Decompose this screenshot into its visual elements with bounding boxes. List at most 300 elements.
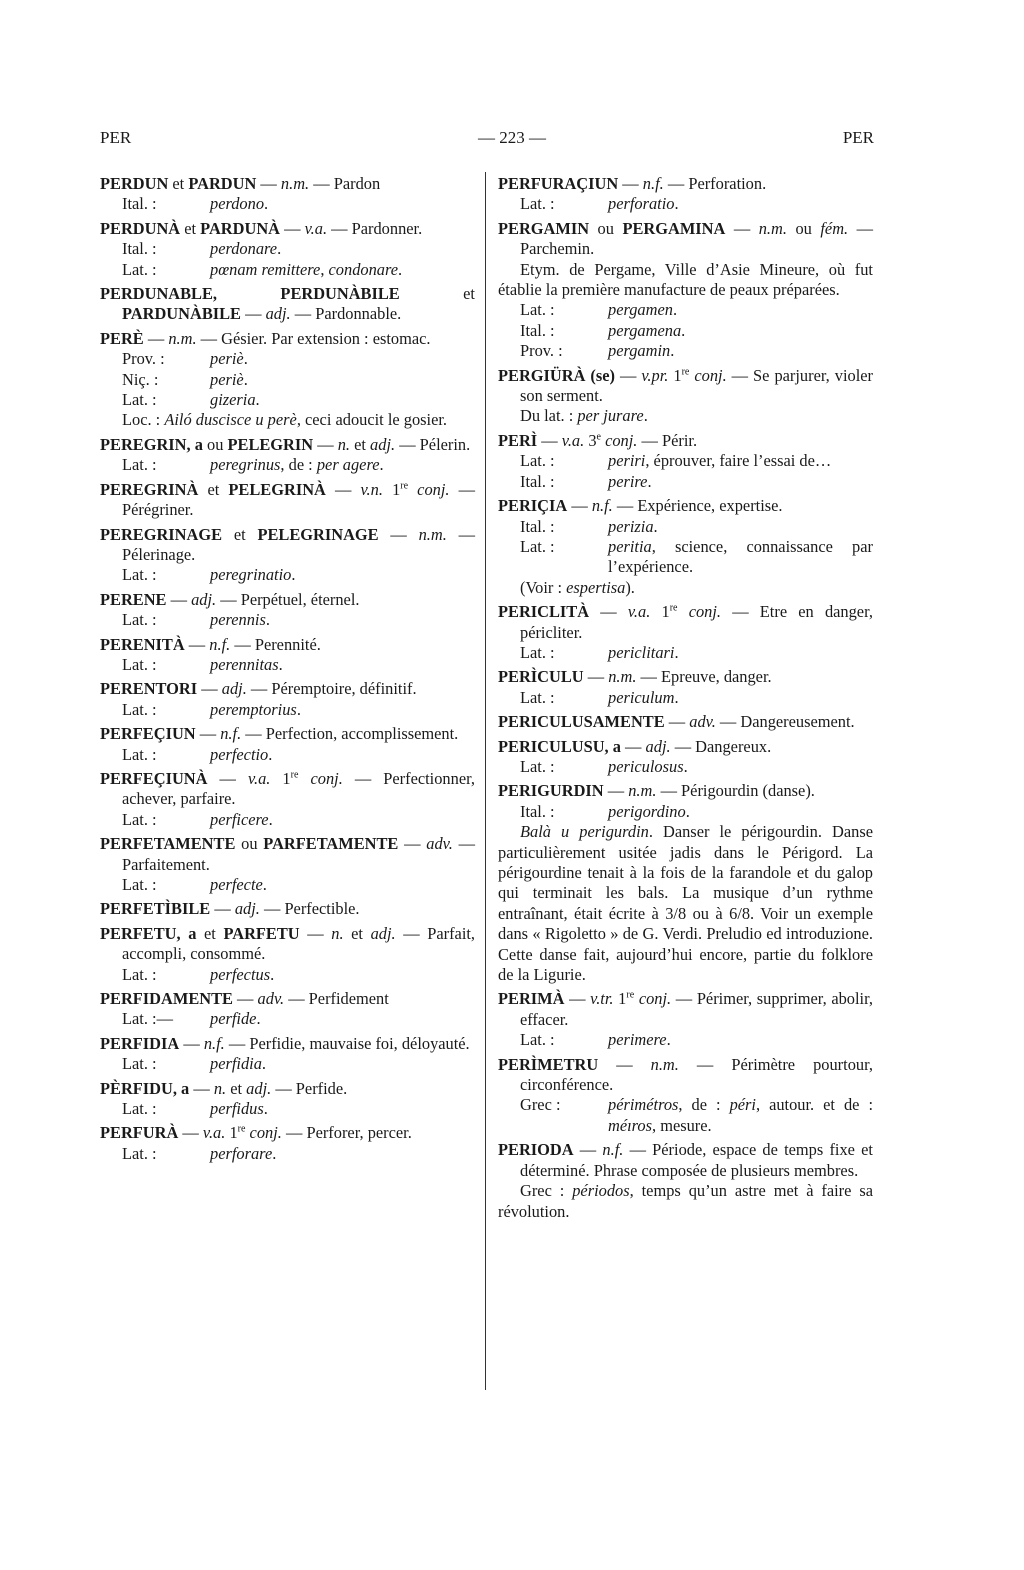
grammar-label: v.n. bbox=[360, 479, 383, 499]
dictionary-entry bbox=[498, 1055, 873, 1137]
superscript: re bbox=[626, 989, 635, 1001]
entry-head bbox=[100, 679, 475, 699]
headword: PERFEÇIUNÀ bbox=[100, 768, 208, 788]
text: 1 bbox=[613, 989, 627, 1009]
etymology-value bbox=[210, 194, 475, 214]
headword: PERIÇIA bbox=[498, 496, 568, 516]
text: — Pérégriner. bbox=[122, 479, 476, 520]
text: et bbox=[226, 1078, 247, 1098]
text: , science, connaissance par l’expérience. bbox=[608, 536, 873, 577]
dictionary-entry bbox=[498, 712, 873, 732]
text: — Pardon bbox=[309, 174, 381, 193]
dictionary-entry bbox=[100, 1034, 475, 1075]
grammar-label: n.m. bbox=[628, 781, 657, 801]
italic-term: per jurare bbox=[577, 406, 644, 426]
italic-term: peritia bbox=[608, 536, 652, 556]
italic-term: pergamin bbox=[608, 341, 671, 361]
text: ou bbox=[786, 218, 821, 238]
headword: PELEGRINÀ bbox=[228, 479, 326, 499]
grammar-label: adj. bbox=[645, 736, 671, 756]
text: . bbox=[647, 471, 652, 491]
italic-term: periculosus bbox=[608, 756, 684, 776]
text: — Perfectionner, achever, parfaire. bbox=[122, 768, 475, 809]
text: Etym. de Pergame, Ville d’Asie Mineure, où fut établie la première manufacture de peaux préparées. bbox=[498, 259, 873, 300]
entry-head bbox=[100, 1079, 475, 1099]
grammar-label: conj. bbox=[310, 768, 343, 788]
text: — bbox=[280, 218, 305, 238]
text: . bbox=[263, 1099, 268, 1119]
headword: PERENITÀ bbox=[100, 634, 185, 654]
headword: PERDUN bbox=[100, 174, 169, 193]
text: — Expérience, expertise. bbox=[612, 496, 783, 516]
entry-head bbox=[498, 1140, 873, 1181]
entry-head bbox=[100, 480, 475, 521]
dictionary-entry bbox=[100, 769, 475, 830]
dictionary-entry bbox=[100, 724, 475, 765]
text bbox=[408, 480, 417, 499]
headword: PÈRFIDU, a bbox=[100, 1078, 190, 1098]
text: 1 bbox=[650, 602, 670, 622]
language-label: Grec : bbox=[520, 1095, 561, 1115]
dictionary-entry bbox=[498, 431, 873, 492]
text: — Etre en danger, péricliter. bbox=[520, 602, 873, 642]
language-label: Prov. : bbox=[122, 349, 165, 369]
etymology-line bbox=[100, 1054, 475, 1074]
text: — bbox=[210, 899, 235, 919]
italic-term: perfectus bbox=[210, 964, 271, 984]
text: — bbox=[184, 634, 210, 654]
italic-term: perire bbox=[608, 471, 648, 491]
headword: PARFETAMENTE bbox=[263, 834, 399, 854]
right-column bbox=[498, 174, 873, 1226]
headword: PEREGRIN, a bbox=[100, 434, 203, 454]
text: . bbox=[653, 516, 658, 536]
language-label: Lat. : bbox=[122, 455, 157, 475]
grammar-label: n. bbox=[337, 434, 351, 454]
dictionary-entry bbox=[498, 989, 873, 1050]
dictionary-entry bbox=[498, 366, 873, 427]
text: — bbox=[197, 679, 222, 699]
etymology-line bbox=[498, 643, 873, 663]
etymology-line bbox=[100, 260, 475, 280]
grammar-label: conj. bbox=[417, 479, 450, 499]
headword: PERGIÜRÀ bbox=[498, 365, 586, 385]
etymology-line bbox=[100, 610, 475, 630]
grammar-label: n.f. bbox=[602, 1140, 624, 1160]
language-label: Ital. : bbox=[520, 801, 555, 821]
grammar-label: conj. bbox=[638, 989, 672, 1009]
text: 3 bbox=[584, 430, 597, 450]
text: — Epreuve, danger. bbox=[636, 667, 772, 687]
dictionary-entry bbox=[498, 1140, 873, 1222]
text: . bbox=[255, 390, 260, 410]
italic-term: periculum bbox=[608, 687, 675, 707]
text: , de : bbox=[280, 455, 317, 475]
grammar-label: n.m. bbox=[608, 667, 637, 687]
text: — bbox=[299, 923, 332, 943]
etymology-value bbox=[608, 300, 873, 320]
etymology-line bbox=[100, 194, 475, 214]
text: — bbox=[537, 430, 562, 450]
etymology-value bbox=[210, 370, 475, 390]
text: — Se parjurer, violer son serment. bbox=[520, 365, 873, 406]
headword: PERÌMETRU bbox=[498, 1054, 599, 1074]
language-label: Lat. : bbox=[122, 1099, 157, 1119]
text: . bbox=[278, 654, 283, 674]
entry-note bbox=[498, 1181, 873, 1222]
headword: PERICULUSU, a bbox=[498, 736, 621, 756]
text: et bbox=[180, 218, 201, 238]
grammar-label: v.a. bbox=[561, 430, 585, 450]
text: . bbox=[268, 744, 273, 764]
etymology-line bbox=[100, 1144, 475, 1164]
text: , de : bbox=[678, 1095, 730, 1115]
italic-term: espertisa bbox=[566, 577, 626, 597]
language-label: Lat. : bbox=[122, 610, 157, 630]
grammar-label: v.a. bbox=[627, 602, 651, 622]
grammar-label: v.a. bbox=[304, 218, 328, 238]
grammar-label: v.a. bbox=[202, 1123, 226, 1143]
entry-head bbox=[100, 219, 475, 239]
text: — Péremptoire, définitif. bbox=[246, 679, 417, 699]
entry-head bbox=[498, 496, 873, 516]
entry-head bbox=[100, 924, 475, 965]
language-label: Ital. : bbox=[520, 320, 555, 340]
text: — Perennité. bbox=[230, 634, 321, 654]
text bbox=[298, 769, 310, 788]
etymology-value bbox=[210, 875, 475, 895]
etymology-value bbox=[210, 239, 475, 259]
dictionary-entry bbox=[100, 1123, 475, 1164]
grammar-label: adj. bbox=[265, 304, 291, 324]
superscript: re bbox=[669, 602, 678, 614]
headword: PARFETU bbox=[223, 923, 300, 943]
etymology-line bbox=[498, 451, 873, 471]
italic-term: pœnam remittere bbox=[210, 259, 321, 279]
grammar-label: fém. bbox=[820, 218, 849, 238]
text: — bbox=[664, 712, 690, 732]
text: — bbox=[564, 989, 591, 1009]
dictionary-entry bbox=[100, 924, 475, 985]
etymology-line bbox=[498, 757, 873, 777]
entry-head bbox=[498, 781, 873, 801]
column-rule bbox=[485, 172, 486, 1390]
language-label: Lat. : bbox=[520, 756, 555, 776]
entry-head bbox=[100, 834, 475, 875]
text: . bbox=[272, 1143, 277, 1163]
entry-head bbox=[100, 1034, 475, 1054]
dictionary-entry bbox=[100, 480, 475, 521]
entry-head bbox=[100, 525, 475, 566]
text: et bbox=[196, 923, 224, 943]
italic-term: perizia bbox=[608, 516, 654, 536]
text: , autour. et de : bbox=[755, 1095, 873, 1115]
grammar-label: v.tr. bbox=[590, 989, 614, 1009]
text: . bbox=[674, 642, 679, 662]
grammar-label: adj. bbox=[246, 1078, 272, 1098]
etymology-value bbox=[608, 472, 873, 492]
italic-term: pergamen bbox=[608, 300, 673, 320]
grammar-label: n.m. bbox=[418, 524, 447, 544]
text: — Perfectible. bbox=[259, 899, 360, 919]
text: — bbox=[143, 328, 169, 348]
language-label: Ital. : bbox=[122, 194, 157, 214]
etymology-value bbox=[210, 610, 475, 630]
etymology-value bbox=[210, 810, 475, 830]
headword: PERDUNABLE, PERDUNÀBILE bbox=[100, 284, 400, 304]
headword: PERÌ bbox=[498, 430, 538, 450]
text: . bbox=[268, 809, 273, 829]
text: . bbox=[296, 699, 301, 719]
grammar-label: n. bbox=[213, 1078, 227, 1098]
italic-term: per agere bbox=[316, 455, 380, 475]
language-label: Lat. : bbox=[122, 699, 157, 719]
language-label: Ital. : bbox=[520, 471, 555, 491]
entry-head bbox=[100, 899, 475, 919]
text: et bbox=[343, 923, 371, 943]
text: . Danser le périgourdin. Danse particulièrement usitée jadis dans le Périgord. La périgourdine tenait à la fois de la farandole et du galop qui terminait les bals. La musique d’un rythme entraînant, était écrite à 3/8 ou à 6/8. Voir un exemple dans « Rigoletto » de G. Verdi. Preludio ed introduzione. Cette danse fait, aujourd’hui encore, partie du folklore de la Ligurie. bbox=[498, 822, 874, 985]
grammar-label: adj. bbox=[234, 899, 260, 919]
dictionary-entry bbox=[498, 174, 873, 215]
dictionary-entry bbox=[100, 635, 475, 676]
italic-term: perforatio bbox=[608, 194, 675, 214]
etymology-value bbox=[608, 341, 873, 361]
entry-head bbox=[100, 174, 475, 194]
text: — bbox=[179, 1033, 204, 1053]
italic-term: periè bbox=[210, 349, 244, 369]
text: — Perpétuel, éternel. bbox=[216, 589, 360, 609]
entry-head bbox=[100, 724, 475, 744]
text: — Périgourdin (danse). bbox=[656, 781, 815, 801]
dictionary-entry bbox=[498, 737, 873, 778]
grammar-label: n.f. bbox=[209, 634, 231, 654]
superscript: e bbox=[596, 431, 601, 443]
grammar-label: n.f. bbox=[642, 174, 664, 193]
etymology-line bbox=[498, 688, 873, 708]
dictionary-entry bbox=[100, 590, 475, 631]
etymology-line bbox=[498, 472, 873, 492]
etymology-line bbox=[100, 349, 475, 369]
text: — bbox=[573, 1140, 603, 1160]
headword: PERFETÌBILE bbox=[100, 899, 211, 919]
etymology-value bbox=[608, 757, 873, 777]
text: — bbox=[615, 365, 642, 385]
language-label: Ital. : bbox=[122, 239, 157, 259]
headword: PARDUN bbox=[188, 174, 257, 193]
superscript: re bbox=[681, 366, 690, 378]
text: et bbox=[350, 434, 371, 454]
grammar-label: adj. bbox=[221, 679, 247, 699]
etymology-value bbox=[608, 517, 873, 537]
headword: PERGAMIN bbox=[498, 218, 590, 238]
language-label: Lat. : bbox=[122, 1054, 157, 1074]
language-label: Lat. : bbox=[520, 1030, 555, 1050]
italic-term: Balà u perigurdin bbox=[520, 822, 649, 842]
grammar-label: conj. bbox=[694, 365, 727, 385]
italic-term: peremptorius bbox=[210, 699, 297, 719]
etymology-value bbox=[210, 965, 475, 985]
text: 1 bbox=[668, 365, 682, 385]
text bbox=[677, 602, 688, 621]
superscript: re bbox=[400, 480, 409, 492]
headword: PERIODA bbox=[498, 1140, 574, 1160]
running-head-left: PER bbox=[100, 128, 132, 147]
etymology-value bbox=[608, 537, 873, 578]
etymology-line bbox=[100, 745, 475, 765]
headword: PERICULUSAMENTE bbox=[498, 712, 665, 732]
entry-head bbox=[100, 590, 475, 610]
etymology-line bbox=[100, 239, 475, 259]
text: et bbox=[222, 524, 258, 544]
grammar-label: adv. bbox=[689, 712, 716, 732]
text: . bbox=[685, 801, 690, 821]
italic-term: peregrinatio bbox=[210, 565, 292, 585]
etymology-value bbox=[608, 194, 873, 214]
language-label: Prov. : bbox=[520, 341, 563, 361]
headword: PERFURAÇIUN bbox=[498, 174, 619, 193]
italic-term: periri bbox=[608, 451, 646, 471]
etymology-value bbox=[210, 1054, 475, 1074]
headword: PERFEÇIUN bbox=[100, 724, 196, 744]
text: ou bbox=[235, 834, 264, 854]
dictionary-entry bbox=[498, 667, 873, 708]
etymology-line bbox=[100, 390, 475, 410]
entry-head bbox=[100, 329, 475, 349]
text: Grec : bbox=[520, 1181, 573, 1201]
etymology-line bbox=[100, 965, 475, 985]
headword: PERDUNÀ bbox=[100, 218, 181, 238]
text: . bbox=[643, 406, 648, 426]
text: — bbox=[725, 218, 759, 238]
language-label: Lat. : bbox=[122, 744, 157, 764]
entry-head bbox=[498, 667, 873, 687]
entry-note bbox=[498, 578, 873, 598]
headword: PERENE bbox=[100, 589, 167, 609]
text: — Perforation. bbox=[663, 174, 767, 193]
dictionary-entry bbox=[100, 899, 475, 919]
language-label: Niç. : bbox=[122, 369, 159, 389]
etymology-value bbox=[210, 1144, 475, 1164]
etymology-value bbox=[210, 455, 475, 475]
text: , temps qu’un astre met à faire sa révolution. bbox=[498, 1181, 873, 1221]
grammar-label: conj. bbox=[249, 1123, 282, 1143]
text: . bbox=[256, 1009, 261, 1029]
text: — Pélerin. bbox=[395, 434, 471, 454]
left-column bbox=[100, 174, 475, 1168]
language-label: Lat. : bbox=[122, 565, 157, 585]
headword: PERÌCULU bbox=[498, 667, 584, 687]
text: ). bbox=[625, 577, 635, 597]
entry-note bbox=[498, 406, 873, 426]
dictionary-entry bbox=[100, 834, 475, 895]
grammar-label: n.f. bbox=[203, 1033, 225, 1053]
etymology-line bbox=[100, 810, 475, 830]
language-label: Lat. : bbox=[122, 964, 157, 984]
text: 1 bbox=[225, 1123, 238, 1143]
entry-head bbox=[498, 737, 873, 757]
text: — bbox=[598, 1054, 651, 1074]
entry-head bbox=[498, 174, 873, 194]
dictionary-entry bbox=[100, 174, 475, 215]
italic-term: perfectio bbox=[210, 744, 269, 764]
text: — Dangereusement. bbox=[715, 712, 855, 732]
text: . bbox=[674, 687, 679, 707]
etymology-value bbox=[210, 390, 475, 410]
etymology-line bbox=[498, 1095, 873, 1136]
etymology-value bbox=[210, 565, 475, 585]
text: . bbox=[261, 1054, 267, 1074]
etymology-value bbox=[608, 321, 873, 341]
text: . bbox=[398, 259, 403, 279]
italic-term: perigordino bbox=[608, 801, 686, 821]
text: — bbox=[232, 989, 258, 1009]
text: 1 bbox=[382, 479, 401, 499]
dictionary-entry bbox=[100, 329, 475, 431]
text: . bbox=[681, 320, 686, 340]
entry-head bbox=[498, 366, 873, 407]
italic-term: perficere bbox=[210, 809, 269, 829]
entry-head bbox=[100, 989, 475, 1009]
etymology-line bbox=[498, 537, 873, 578]
dictionary-entry bbox=[498, 602, 873, 663]
entry-head bbox=[498, 1055, 873, 1096]
italic-term: perdonare bbox=[210, 239, 278, 259]
running-head-right: PER bbox=[842, 128, 874, 147]
text: — Périmètre pourtour, circonférence. bbox=[520, 1054, 873, 1095]
headword: PERIGURDIN bbox=[498, 781, 604, 801]
grammar-label: n.f. bbox=[591, 496, 613, 516]
text: Loc. : bbox=[122, 410, 165, 430]
page-number: — 223 — bbox=[478, 128, 546, 147]
grammar-label: n.m. bbox=[280, 174, 310, 193]
headword: PERENTORI bbox=[100, 679, 198, 699]
grammar-label: n.m. bbox=[650, 1054, 679, 1074]
italic-term: péri bbox=[729, 1095, 756, 1115]
entry-head bbox=[498, 989, 873, 1030]
entry-note bbox=[498, 822, 873, 985]
text: . bbox=[291, 565, 296, 585]
text: — bbox=[603, 781, 629, 801]
etymology-line bbox=[100, 1009, 475, 1029]
language-label: Lat. : bbox=[520, 300, 555, 320]
text: . bbox=[270, 964, 275, 984]
italic-term: condonare bbox=[328, 259, 399, 279]
language-label: Lat. : bbox=[122, 809, 157, 829]
text: — bbox=[195, 724, 221, 744]
grammar-label: adj. bbox=[370, 434, 396, 454]
text: — Perfide. bbox=[271, 1078, 348, 1098]
etymology-value bbox=[210, 700, 475, 720]
dictionary-entry bbox=[498, 496, 873, 598]
text: — Période, espace de temps fixe et déterminé. Phrase composée de plusieurs membres. bbox=[520, 1140, 873, 1180]
headword: PERGAMINA bbox=[622, 218, 726, 238]
headword: PEREGRINÀ bbox=[100, 479, 199, 499]
entry-head bbox=[498, 712, 873, 732]
text: . bbox=[264, 194, 269, 214]
italic-term: perfidia bbox=[210, 1054, 262, 1074]
headword: PERFETU, a bbox=[100, 923, 197, 943]
language-label: Lat. :— bbox=[122, 1009, 173, 1029]
headword: (se) bbox=[590, 365, 615, 385]
language-label: Lat. : bbox=[122, 1143, 157, 1163]
grammar-label: n. bbox=[331, 923, 344, 943]
grammar-label: n.f. bbox=[220, 724, 242, 744]
grammar-label: v.a. bbox=[247, 768, 271, 788]
text: — bbox=[618, 174, 643, 193]
text: — Périr. bbox=[637, 430, 698, 450]
text: — bbox=[567, 496, 592, 516]
entry-note bbox=[498, 260, 873, 301]
